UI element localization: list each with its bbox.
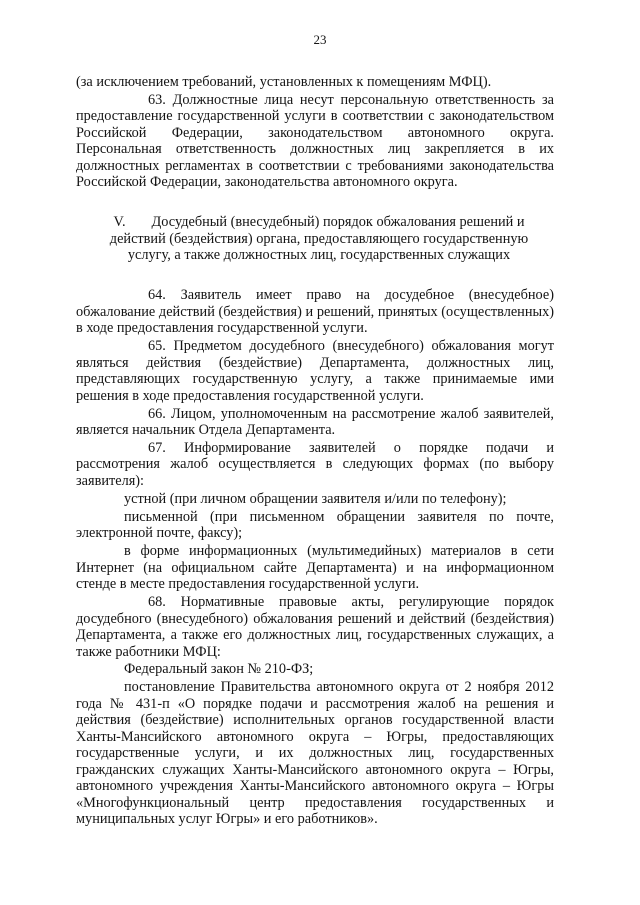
paragraph-continuation: (за исключением требований, установленных к помещениям МФЦ).: [76, 74, 492, 90]
list-item-resolution: постановление Правительства автономного округа от 2 ноября 2012 года № 431-п «О порядке подачи и рассмотрения жалоб на решения и действия (бездействие) исполнительных органов государственной власти Ханты-Мансийского автономного округа – Югры, предоставляющих государственные услуги, и их должностных лиц, государственных гражданских служащих Ханты-Мансийского автономного округа – Югры, автономного учреждения Ханты-Мансийского автономного округа – Югры «Многофункциональный центр предоставления государственных и муниципальных услуг Югры» и его работников».: [76, 679, 554, 828]
document-body: [76, 74, 554, 829]
list-item-written: письменной (при письменном обращении заявителя по почте, электронной почте, факсу);: [76, 508, 554, 542]
paragraph-65: 65. Предметом досудебного (внесудебного) обжалования могут являться действия (бездействие) Департамента, должностных лиц, представляющих государственную услугу, а также принимаемые ими решения в ходе предоставления государственной услуги.: [76, 338, 554, 404]
list-item-internet: в форме информационных (мультимедийных) материалов в сети Интернет (на официальном сайте Департамента) и на информационном стенде в месте предоставления государственной услуги.: [76, 543, 554, 593]
paragraph-68: 68. Нормативные правовые акты, регулирующие порядок досудебного (внесудебного) обжалования решений и действий (бездействия) Департамента, а также его должностных лиц, государственных служащих, а также работники МФЦ:: [76, 594, 554, 660]
list-item-oral: устной (при личном обращении заявителя и/или по телефону);: [124, 490, 507, 507]
section-title: Досудебный (внесудебный) порядок обжалования решений и действий (бездействия) органа, предоставляющего государственную услугу, а также должностных лиц, государственных служащих: [109, 213, 529, 264]
paragraph-66: 66. Лицом, уполномоченным на рассмотрение жалоб заявителей, является начальник Отдела Департамента.: [76, 405, 554, 439]
paragraph-67: 67. Информирование заявителей о порядке подачи и рассмотрения жалоб осуществляется в следующих формах (по выбору заявителя):: [76, 439, 554, 489]
section-number: V.: [113, 213, 126, 230]
list-item-federal-law: Федеральный закон № 210-ФЗ;: [124, 661, 314, 678]
paragraph-64: 64. Заявитель имеет право на досудебное (внесудебное) обжалование действий (бездействия) и решений, принятых (осуществленных) в ходе предоставления государственной услуги.: [76, 287, 554, 337]
paragraph-63: 63. Должностные лица несут персональную ответственность за предоставление государственной услуги в соответствии с законодательством Российской Федерации, законодательством автономного округа. Персональная ответственность должностных лиц закрепляется в их должностных регламентах в соответствии с требованиями законодательства Российской Федерации, законодательства автономного округа.: [76, 91, 554, 191]
section-heading: [76, 214, 554, 264]
page-number: 23: [313, 32, 327, 47]
